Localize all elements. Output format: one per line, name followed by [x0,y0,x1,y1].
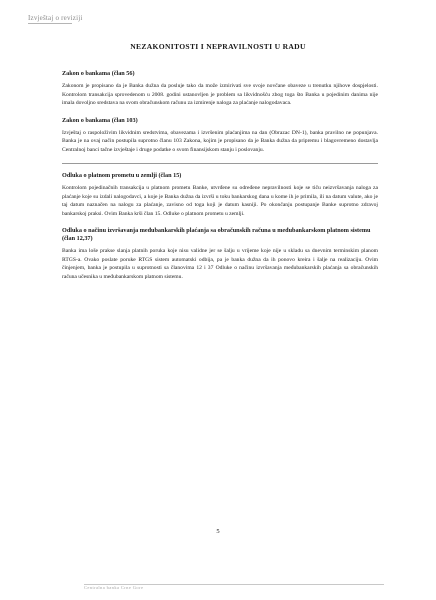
section-heading: Odluka o načinu izvršavanja međubankarskih plaćanja sa obračunskih računa u međubankarskom platnom sistemu (član 12,37) [62,227,371,243]
section-zakon-o-bankama-56 [62,70,378,108]
section-paragraph: Zakonom je propisano da je Banka dužna da posluje tako da može izmirivati sve svoje novčane obaveze u trenutku njihove dospjelosti. Kontrolom transakcija sprovedenom u 2008. godini ustanovljen je problem sa likvidnošću zbog toga što Banka u pojedinim danima nije imala dovoljno sredstava na svom obračunskom računu za izmirenje naloga za plaćanje nalogodavaca. [62,83,378,107]
section-paragraph: Kontrolom pojedinačnih transakcija u platnom prometu Banke, utvrđene su određene nepravilnosti koje se tiču neizvršavanja naloga za plaćanje koje su izdali nalogodavci, a koje je Banka dužna da izvrši u toku bankarskog dana u kome ih je primila, ili na datum valute, ako je taj datum naznačen na nalogu za plaćanje, zavisno od toga koji je datum kasniji. Po okončanju postupanje Banke suprotno zdravoj bankarskoj praksi. Ovim Banka krši član 15. Odluke o platnom prometu u zemlji. [62,185,378,217]
document-body [62,70,378,290]
section-paragraph: Izvještaj o raspoloživim likvidnim sredstvima, obavezama i izvršenim plaćanjima na dan (Obrazac DN-1), banka pravilno ne popunjava. Banka je na ovaj način postupila suprotno članu 103 Zakona, kojim je propisano da je Banka dužna da pripremu i blagovremeno dostavlja Centralnoj banci tačne izvještaje i druge podatke o svom finansijskom stanju i poslovanju. [62,129,378,153]
page-number: 5 [216,528,220,535]
footer-mark: Centralna banka Crne Gore [84,584,384,590]
section-heading: Odluka o platnom prometu u zemlji (član 15) [62,172,182,180]
section-odluka-medjubankarska-placanja [62,227,378,281]
header-mark: Izvještaj o reviziji [28,14,83,22]
section-heading: Zakon o bankama (član 103) [62,116,138,124]
section-heading: Zakon o bankama (član 56) [62,70,135,77]
section-paragraph: Banka ima loše prakse slanja platnih poruka koje nisu validne jer se šalju u vrijeme koje nije u skladu sa dnevnim terminskim planom RTGS-a. Ovako poslate poruke RTGS sistem automatski odbija, pa je banka dužna da ih ponovo kreira i šalje na realizaciju. Ovim činjenjem, banka je postupila u suprotnosti sa članovima 12 i 37 Odluke o načinu izvršavanja međubankarskih plaćanja sa obračunskih računa učesnika u međubankarskom platnom sistemu. [62,248,378,280]
section-divider [62,163,378,164]
section-zakon-o-bankama-103 [62,117,378,155]
page-title: NEZAKONITOSTI I NEPRAVILNOSTI U RADU [130,42,306,51]
section-odluka-platni-promet [62,172,378,218]
